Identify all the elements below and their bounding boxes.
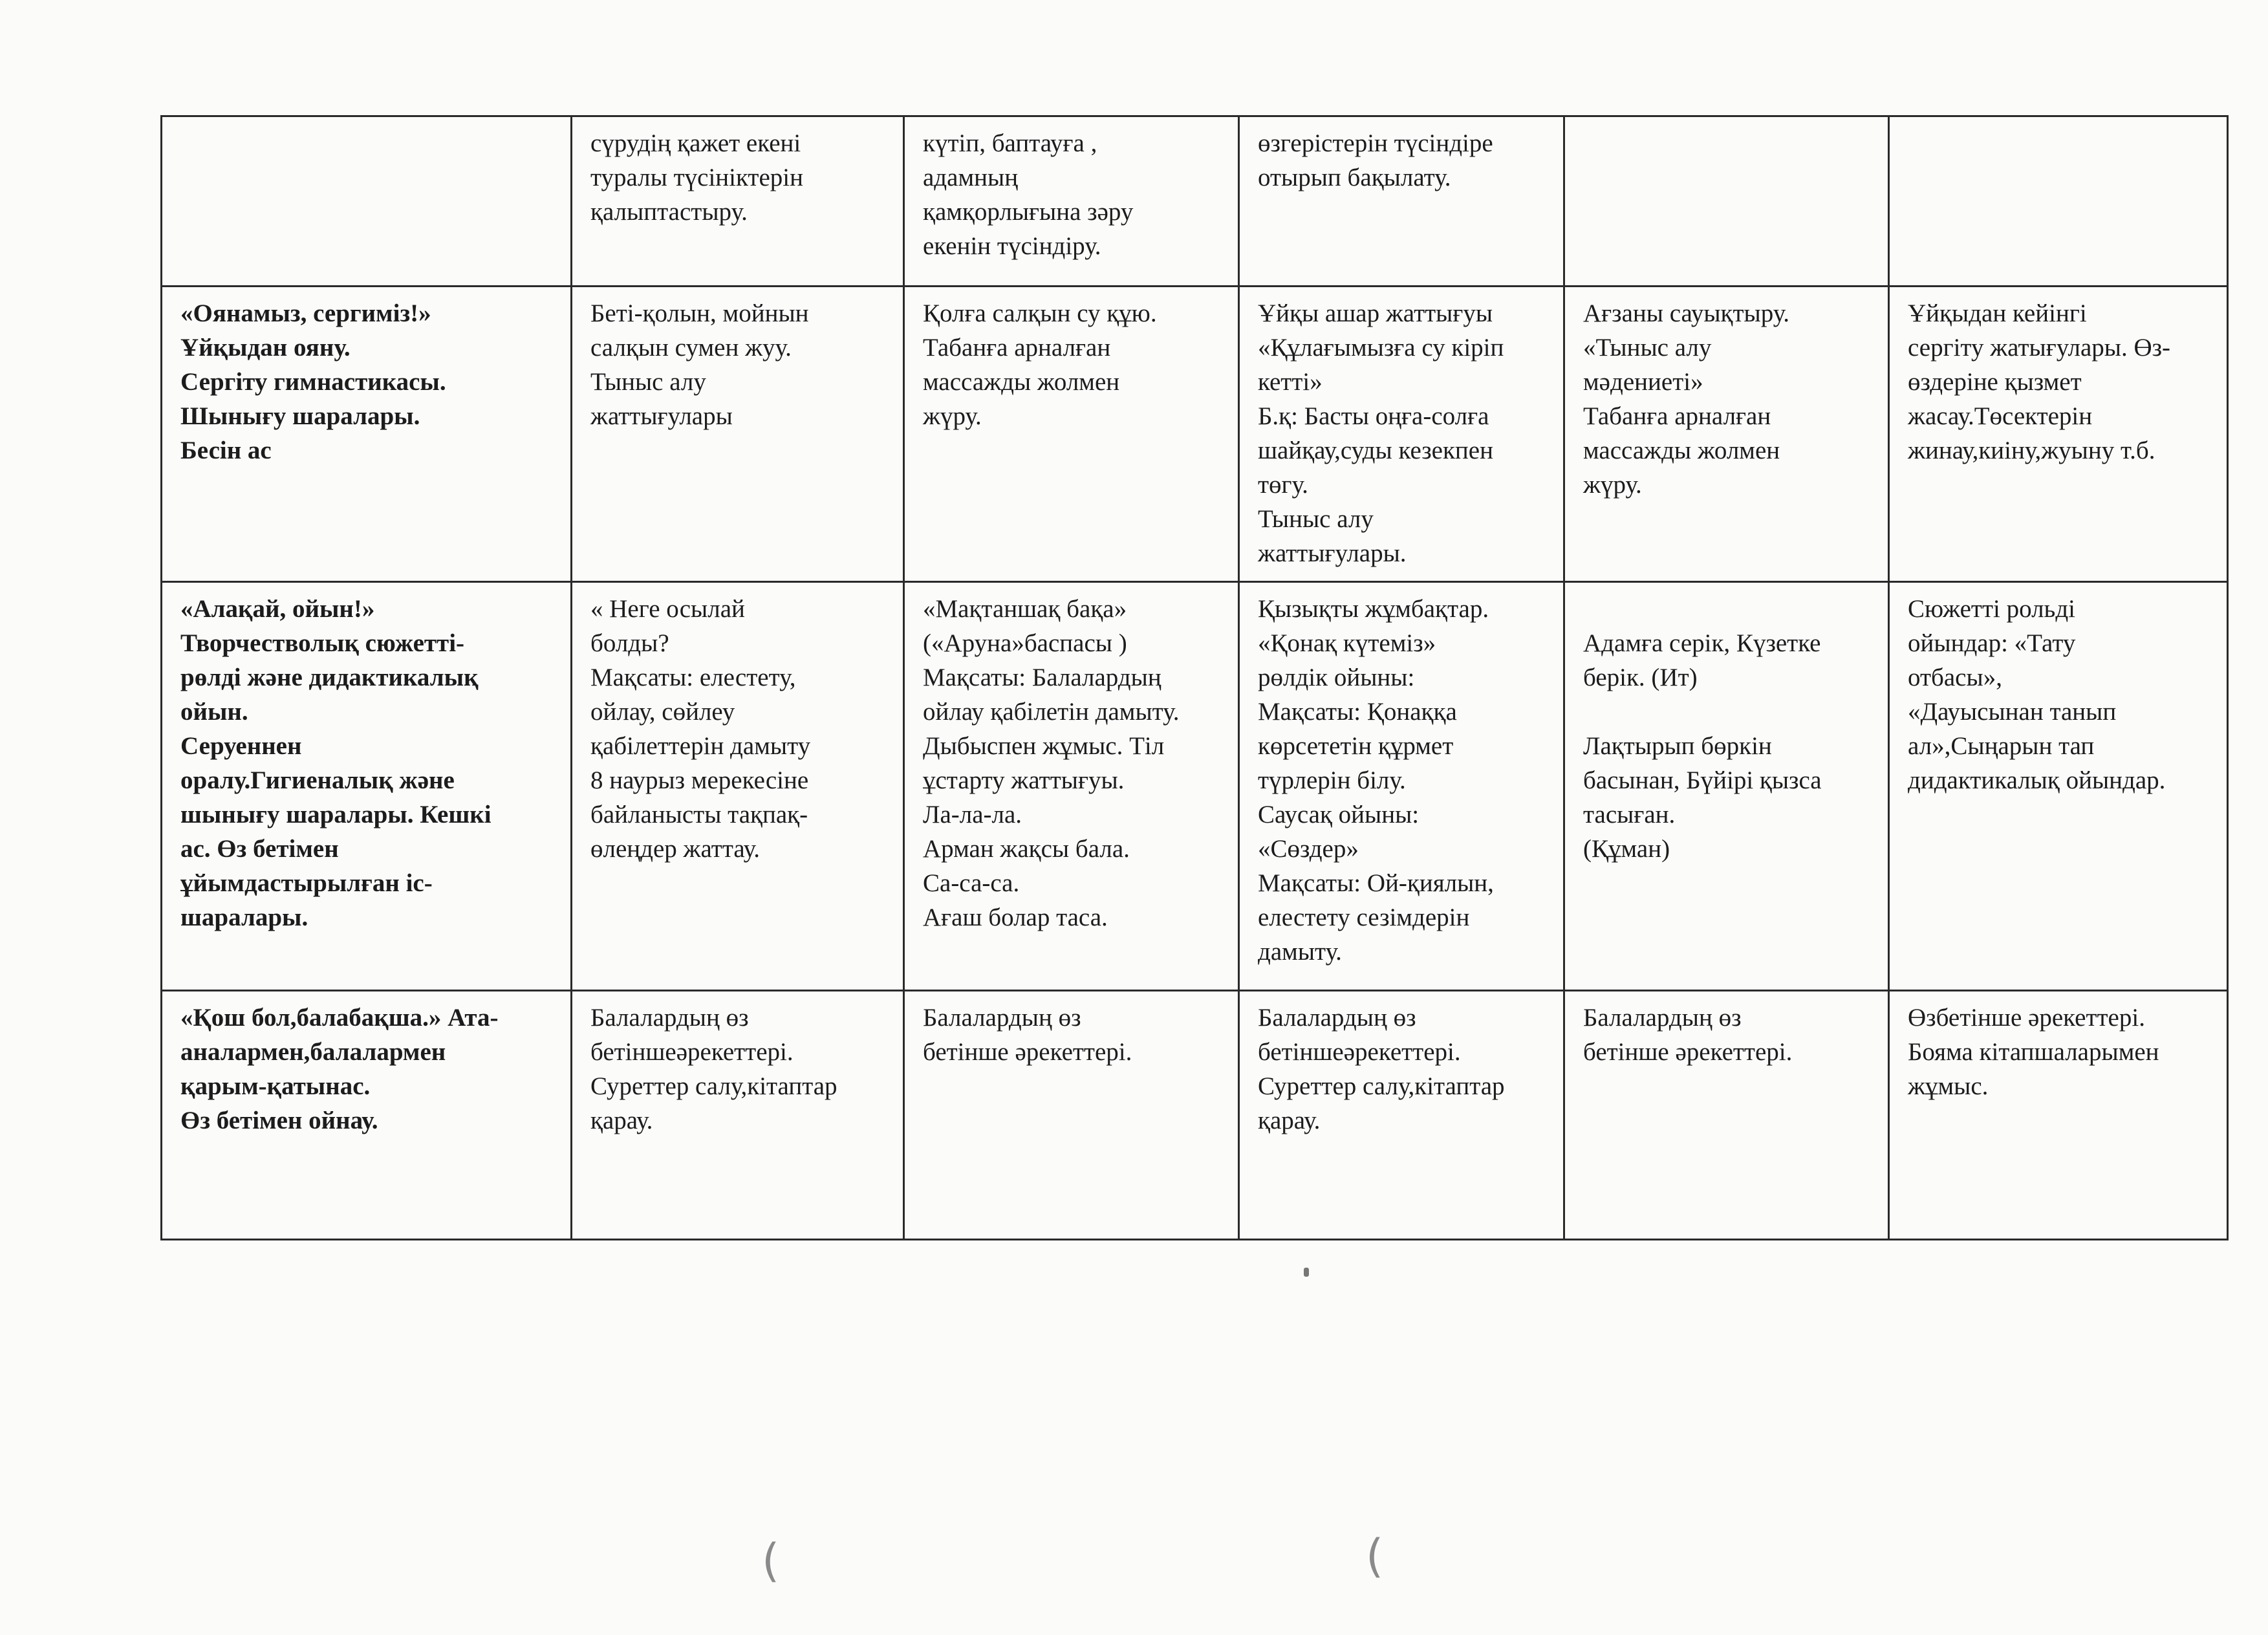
regime-moment-line: Серуеннен (180, 732, 302, 760)
activity-text: Адамға серік, Күзетке берік. (Ит) Лақтырып бөркін басынан, Бүйірі қызса тасыған. (Құман) (1583, 629, 1822, 863)
regime-moment-line: Творчестволық сюжетті- (180, 629, 465, 657)
regime-moment-line: «Оянамыз, сергиміз!» (180, 299, 431, 327)
activity-text: Өзбетінше әрекеттері. Бояма кітапшаларымен жұмыс. (1908, 1004, 2159, 1100)
regime-moment-line: Өз бетімен ойнау. (180, 1107, 378, 1134)
regime-moment-line: оралу.Гигиеналық және (180, 766, 455, 794)
regime-moment-line: рөлді және дидактикалық (180, 664, 479, 691)
activity-text: күтіп, баптауға , адамның қамқорлығына зәру екенін түсіндіру. (923, 129, 1134, 260)
regime-moment-line: Сергіту гимнастикасы. (180, 368, 446, 396)
activity-text: Ағзаны сауықтыру. «Тыныс алу мәдениеті» Табанға арналған массажды жолмен жүру. (1583, 299, 1790, 499)
regime-moment-line: шынығу шаралары. Кешкі (180, 801, 491, 828)
regime-moment-line: Шынығу шаралары. (180, 402, 420, 430)
activity-cell (904, 287, 1239, 582)
activity-text: өзгерістерін түсіндіре отырып бақылату. (1258, 129, 1493, 191)
table-row (162, 287, 2228, 582)
table-row (162, 582, 2228, 991)
activity-text: Беті-қолын, мойнын салқын сумен жуу. Тыныс алу жаттығулары (590, 299, 809, 430)
regime-moment-cell (162, 582, 572, 991)
regime-moment-cell (162, 287, 572, 582)
activity-cell (572, 116, 904, 287)
activity-text: Қызықты жұмбақтар. «Қонақ күтеміз» рөлдік ойыны: Мақсаты: Қонаққа көрсететін құрмет түрлерін білу. Саусақ ойыны: «Сөздер» Мақсаты: Ой-қиялын, елестету сезімдерін дамыту. (1258, 595, 1494, 966)
activity-cell (1239, 287, 1564, 582)
activity-text: Балалардың өз бетінше әрекеттері. (1583, 1004, 1793, 1066)
activity-cell (1889, 991, 2228, 1240)
activity-cell (904, 116, 1239, 287)
regime-moment-cell (162, 116, 572, 287)
regime-moment-line: Ұйқыдан ояну. (180, 334, 351, 362)
activity-cell (572, 991, 904, 1240)
activity-cell (1889, 287, 2228, 582)
activity-cell (572, 582, 904, 991)
regime-moment-line: «Алақай, ойын!» (180, 595, 375, 623)
regime-moment-cell (162, 991, 572, 1240)
activity-text: « Неге осылай болды? Мақсаты: елестету, ойлау, сөйлеу қабілеттерін дамыту 8 наурыз мерекесіне байланысты тақпақ- өлеңдер жаттау. (590, 595, 811, 863)
punch-hole-mark-left: ( (762, 1534, 780, 1587)
activity-text: Балалардың өз бетіншеәрекеттері. Суреттер салу,кітаптар қарау. (590, 1004, 837, 1134)
activity-text: Сюжетті рольді ойындар: «Тату отбасы», «Дауысынан танып ал»,Сыңарын тап дидактикалық ойындар. (1908, 595, 2166, 794)
activity-text: Балалардың өз бетінше әрекеттері. (923, 1004, 1132, 1066)
activity-text: «Мақтаншақ бақа» («Аруна»баспасы ) Мақсаты: Балалардың ойлау қабілетін дамыту. Дыбыспен жұмыс. Тіл ұстарту жаттығуы. Ла-ла-ла. Арман жақсы бала. Са-са-са. Ағаш болар таса. (923, 595, 1180, 931)
table-row (162, 991, 2228, 1240)
activity-cell (1239, 116, 1564, 287)
activity-cell (1564, 287, 1889, 582)
activity-text: Ұйқыдан кейінгі сергіту жатығулары. Өз- өздеріне қызмет жасау.Төсектерін жинау,киіну,жуыну т.б. (1908, 299, 2171, 464)
regime-moment-line: аналармен,балалармен (180, 1038, 446, 1066)
regime-moment-line: «Қош бол,балабақша.» Ата- (180, 1004, 499, 1032)
activity-cell (1564, 116, 1889, 287)
activity-cell (1889, 582, 2228, 991)
activity-text: Балалардың өз бетіншеәрекеттері. Суреттер салу,кітаптар қарау. (1258, 1004, 1505, 1134)
activity-cell (1239, 991, 1564, 1240)
regime-moment-line: шаралары. (180, 904, 308, 931)
activity-cell (1889, 116, 2228, 287)
activity-cell (1239, 582, 1564, 991)
regime-moment-line: ас. Өз бетімен (180, 835, 339, 863)
activity-cell (1564, 582, 1889, 991)
schedule-table (160, 115, 2229, 1240)
activity-text: сүрудің қажет екені туралы түсініктерін қалыптастыру. (590, 129, 803, 226)
table-row (162, 116, 2228, 287)
regime-moment-line: ойын. (180, 698, 248, 726)
regime-moment-line: ұйымдастырылған іс- (180, 869, 433, 897)
regime-moment-line: қарым-қатынас. (180, 1072, 371, 1100)
activity-text: Ұйқы ашар жаттығуы «Құлағымызға су кіріп кетті» Б.қ: Басты оңға-солға шайқау,суды кезекпен төгу. Тыныс алу жаттығулары. (1258, 299, 1504, 567)
activity-cell (1564, 991, 1889, 1240)
activity-cell (572, 287, 904, 582)
activity-cell (904, 582, 1239, 991)
regime-moment-line: Бесін ас (180, 437, 272, 464)
activity-cell (904, 991, 1239, 1240)
activity-text: Қолға салқын су құю. Табанға арналған массажды жолмен жүру. (923, 299, 1157, 430)
punch-hole-mark-right: ( (1366, 1530, 1384, 1583)
scan-speck (1304, 1268, 1309, 1277)
